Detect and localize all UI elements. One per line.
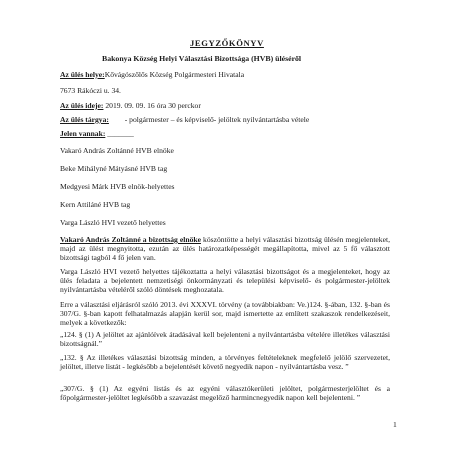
attendee-item: Varga László HVI vezető helyettes [60,218,166,227]
chair-name: Vakaró András Zoltánné a bizottság elnöke [60,235,201,244]
time-label: Az ülés ideje: [60,101,104,110]
meeting-address: 7673 Rákóczi u. 34. [60,86,121,95]
present-heading [60,129,134,138]
present-underline: _______ [107,129,134,138]
meeting-place-line [60,70,244,79]
quote-132: „132. § Az illetékes választási bizottság minden, a törvényes feltételeknek megfelelő jelölő szervezetet, jelöltet, illetve listát - legkésőbb a bejelentését követő negyedik napon - nyilvántartásba vesz. ” [60,353,390,371]
quote-307g: „307/G. § (1) Az egyéni listás és az egyéni választókerületi jelöltet, polgármesterjelöltet és a főpolgármester-jelöltet legkésőbb a szavazást megelőző harmincnegyedik napon kell bejelenteni. ” [60,384,390,402]
time-value: 2019. 09. 09. 16 óra 30 perckor [103,101,201,110]
page-number: 1 [393,420,397,429]
meeting-time-line [60,101,201,110]
topic-value: - polgármester – és képviselő- jelöltek nyilvántartásba vétele [124,115,310,124]
attendee-item: Kern Attiláné HVB tag [60,200,131,209]
attendee-item: Vakaró András Zoltánné HVB elnöke [60,146,174,155]
paragraph-briefing: Varga László HVI vezető helyettes tájékoztatta a helyi választási bizottságot és a megjelenteket, hogy az ülés feladata a bejelentett nemzetiségi önkormányzati és települési képviselő- és polgármester-jelöltek nyilvántartásba vételéről szóló döntések meghozatala. [60,267,390,294]
paragraph-opening [60,235,390,262]
attendee-item: Beke Mihályné Mátyásné HVB tag [60,164,168,173]
opening-text: köszöntötte a helyi választási bizottság ülésén megjelenteket, majd az ülést megnyitotta, ezután az ülés határozatképességét megállapította, mivel az 5 fő választott bizottsági tagból 4 fő jelen van. [60,235,390,262]
document-title: JEGYZŐKÖNYV [190,38,264,48]
place-value: Kővágószőlős Község Polgármesteri Hivatala [104,70,245,79]
topic-label: Az ülés tárgya: [60,115,109,124]
place-label: Az ülés helye: [60,70,105,79]
attendee-item: Medgyesi Márk HVB elnök-helyettes [60,182,175,191]
quote-124: „124. § (1) A jelöltet az ajánlóívek átadásával kell bejelenteni a nyilvántartásba vételére illetékes választási bizottságnál.” [60,330,390,348]
meeting-topic-line [60,115,309,124]
paragraph-legal-basis: Erre a választási eljárásról szóló 2013. évi XXXVI. törvény (a továbbiakban: Ve.)124. §-ában, 132. §-ban és 307/G. §-ban kapott felhatalmazás alapján kerül sor, majd ismertette az említett szakaszok rendelkezéseit, melyek a következők: [60,300,390,327]
present-label: Jelen vannak: [60,129,106,138]
document-subtitle: Bakonya Község Helyi Választási Bizottsága (HVB) üléséről [102,54,302,63]
